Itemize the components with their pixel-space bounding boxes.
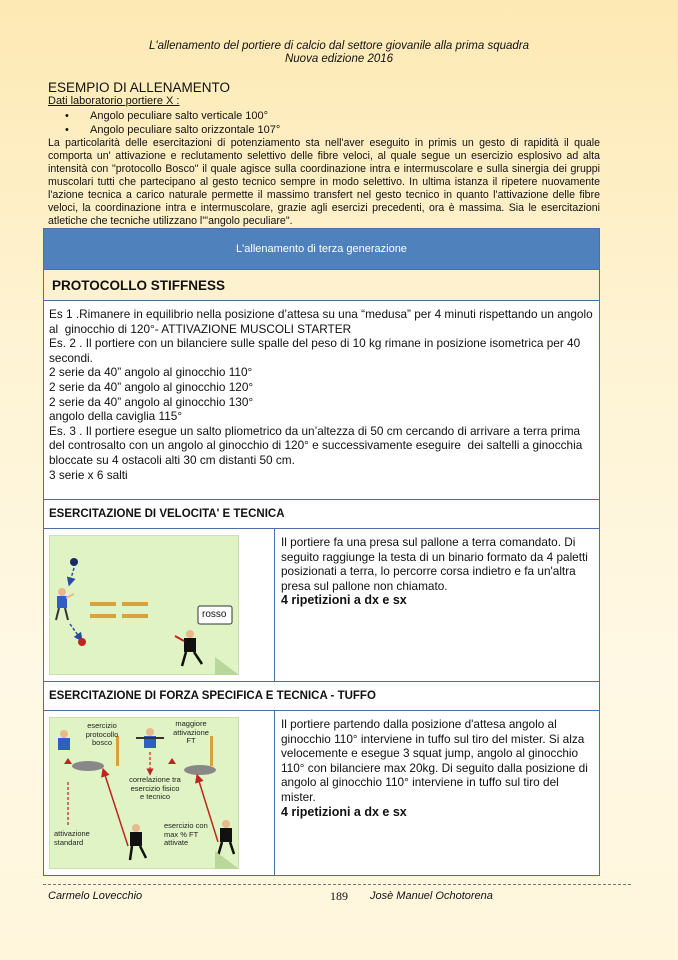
protocol-line: 2 serie da 40” angolo al ginocchio 120° — [49, 379, 254, 394]
protocol-line: Es. 2 . Il portiere con un bilanciere sulle spalle del peso di 10 kg rimane in posizione isometrica per 40 secondi. — [49, 336, 584, 365]
force-description: Il portiere partendo dalla posizione d'attesa angolo al ginocchio 110° interviene in tuffo sul tiro del mister. Si alza velocemente e esegue 3 squat jump, angolo al ginocchio 110° con bilanciere max 20kg. Di seguito dalla posizione di angolo al ginocchio 110° interviene in tuffo sul tiro del mister. — [281, 717, 588, 804]
intro-paragraph: La particolarità delle esercitazioni di potenziamento sta nell'aver eseguito in primis un gesto di rapidità il quale comporta un' attivazione e reclutamento selettivo delle fibre veloci, al quale segue un esercizio esplosivo ad alta intensità con "protocollo Bosco" il quale agisce sulla coordinazione intra e intermuscolare e sulla sinergia dei gruppi muscolari tutti che partecipano al gesto tecnico sempre in modo selettivo. In ultima istanza il ripetere nuovamente l'azione tecnica a carico naturale permette il massimo transfert nel gesto tecnico in quanto l'attivazione delle fibre veloci, la coordinazione intra e intermuscolare, grazie agli esercizi precedenti, ora è massima. Sia le esercitazioni atletiche che tecniche utilizzano l'"angolo peculiare". — [48, 137, 600, 227]
table-header: L'allenamento di terza generazione — [44, 229, 600, 270]
list-item: • Angolo peculiare salto verticale 100° — [65, 109, 280, 123]
speed-description-cell — [275, 529, 600, 682]
footer-coauthor: Josè Manuel Ochotorena — [370, 890, 493, 902]
protocol-line: 2 serie da 40” angolo al ginocchio 130° — [49, 394, 254, 409]
header-title: L'allenamento del portiere di calcio dal settore giovanile alla prima squadra — [149, 40, 529, 52]
force-drill-diagram — [49, 717, 239, 869]
protocol-title: PROTOCOLLO STIFFNESS — [44, 270, 600, 301]
list-item: • Angolo peculiare salto orizzontale 107° — [65, 123, 280, 137]
page-number: 189 — [330, 889, 348, 903]
force-description-cell — [275, 711, 600, 876]
figure-label: correlazione tra esercizio fisico e tecnico — [129, 775, 181, 801]
speed-exercise-title: ESERCITAZIONE DI VELOCITA' E TECNICA — [44, 500, 600, 529]
speed-figure-cell — [44, 529, 275, 682]
header-edition: Nuova edizione 2016 — [284, 53, 394, 65]
figure-label: esercizio protocollo bosco — [85, 721, 119, 747]
speed-description: Il portiere fa una presa sul pallone a terra comandato. Di seguito raggiunge la testa di un binario formato da 4 paletti posizionati a terra, lo percorre corsa indietro e fa un'altra presa sul pallone non chiamato. — [281, 535, 588, 593]
speed-repetitions: 4 ripetizioni a dx e sx — [281, 593, 407, 608]
force-figure-cell — [44, 711, 275, 876]
protocol-line: Es 1 .Rimanere in equilibrio nella posizione d’attesa su una “medusa” per 4 minuti rispettando un angolo al ginocchio di 120°- ATTIVAZIONE MUSCOLI STARTER — [49, 307, 596, 336]
protocol-body — [44, 301, 600, 500]
figure-label: esercizio con max % FT attivate — [164, 821, 208, 847]
speed-drill-diagram — [49, 535, 239, 675]
footer-rule — [43, 884, 631, 885]
figure-label: maggiore attivazione FT — [173, 719, 209, 745]
angle-list — [65, 109, 280, 137]
page-fold — [215, 657, 239, 675]
page-fold — [215, 851, 239, 869]
protocol-line: Es. 3 . Il portiere esegue un salto pliometrico da un’altezza di 50 cm cercando di arrivare a terra prima del controsalto con un angolo al ginocchio di 120° e successivamente eseguire dei saltelli a ginocchia bloccate su 4 ostacoli alti 30 cm distanti 50 cm. — [49, 423, 586, 467]
force-repetitions: 4 ripetizioni a dx e sx — [281, 804, 407, 819]
force-exercise-title: ESERCITAZIONE DI FORZA SPECIFICA E TECNICA - TUFFO — [44, 682, 600, 711]
callout-label: rosso — [202, 609, 227, 620]
figure-label: attivazione standard — [54, 829, 90, 847]
section-title: ESEMPIO DI ALLENAMENTO — [48, 80, 231, 95]
speed-drill-illustration — [50, 536, 238, 674]
footer-author: Carmelo Lovecchio — [48, 890, 143, 902]
training-table — [43, 228, 600, 876]
lab-data-label: Dati laboratorio portiere X : — [48, 95, 180, 107]
protocol-line: 2 serie da 40” angolo al ginocchio 110° — [49, 365, 253, 380]
protocol-line: 3 serie x 6 salti — [49, 467, 128, 482]
protocol-line: angolo della caviglia 115° — [49, 409, 183, 424]
running-header — [0, 40, 678, 66]
